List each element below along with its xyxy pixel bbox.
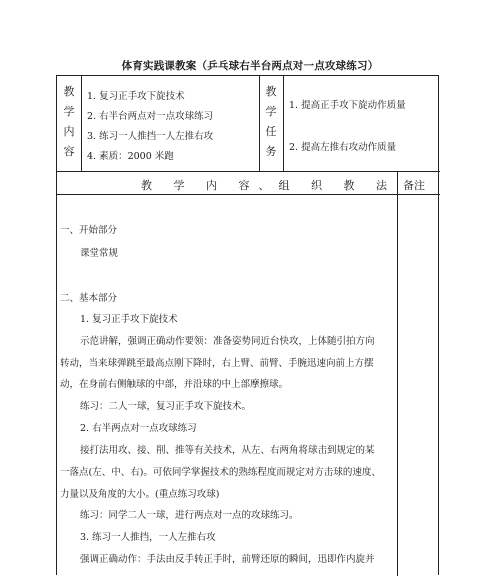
table-divider	[397, 171, 398, 576]
section-2-title: 2. 右半两点对一点攻球练习	[80, 423, 197, 434]
document-title: 体育实践课教案（乒乓球右半台两点对一点攻球练习）	[121, 60, 379, 72]
task-item: 1. 提高正手攻下旋动作质量	[289, 100, 406, 111]
part1-line: 课堂常规	[80, 248, 119, 259]
content-item: 1. 复习正手攻下旋技术	[87, 91, 185, 102]
practice-line: 练习：二人一球，复习正手攻下旋技术。	[80, 401, 252, 412]
table-divider	[283, 76, 284, 171]
table-divider	[57, 171, 440, 172]
section-1-title: 1. 复习正手攻下旋技术	[80, 314, 178, 325]
content-item: 3. 练习一人推挡一人左推右攻	[87, 131, 214, 142]
remark-header: 备注	[403, 179, 425, 192]
practice-line: 练习：同学二人一球，进行两点对一点的攻球练习。	[80, 510, 299, 521]
paragraph-line: 力量以及角度的大小。(重点练习攻球)	[60, 489, 220, 500]
paragraph-line: 强调正确动作：手法由反手转正手时，前臂还原的瞬间，迅即作内旋并	[80, 554, 375, 565]
task-item: 2. 提高左推右攻动作质量	[289, 142, 397, 153]
content-item: 2. 右半台两点对一点攻球练习	[87, 111, 214, 122]
part1-title: 一、开始部分	[60, 225, 118, 236]
section-3-title: 3. 练习一人推挡，一人左推右攻	[80, 532, 216, 543]
paragraph-line: 示范讲解，强调正确动作要领：准备姿势同近台快攻，上体随引拍方向	[80, 336, 375, 347]
table-divider	[81, 76, 82, 171]
content-item: 4. 素质：2000 米跑	[87, 151, 174, 162]
paragraph-line: 动，在身前右侧触球的中部，并沿球的中上部摩擦球。	[60, 379, 289, 390]
paragraph-line: 转动，当来球弹跳至最高点刚下降时，右上臂、前臂、手腕迅速向前上方摆	[60, 358, 374, 369]
content-label: 教 学 内 容	[63, 85, 75, 158]
section-header: 教 学 内 容、组 织 教 法	[141, 179, 396, 192]
table-divider	[57, 194, 440, 195]
paragraph-line: 一落点(左、中、右)。可依同学掌握技术的熟练程度而规定对方击球的速度、	[60, 467, 381, 478]
task-label: 教 学 任 务	[265, 85, 277, 158]
lesson-plan-table	[56, 75, 439, 575]
paragraph-line: 接打法用攻、接、削、推等有关技术，从左、右两角将球击到规定的某	[80, 445, 375, 456]
part2-title: 二、基本部分	[60, 293, 118, 304]
